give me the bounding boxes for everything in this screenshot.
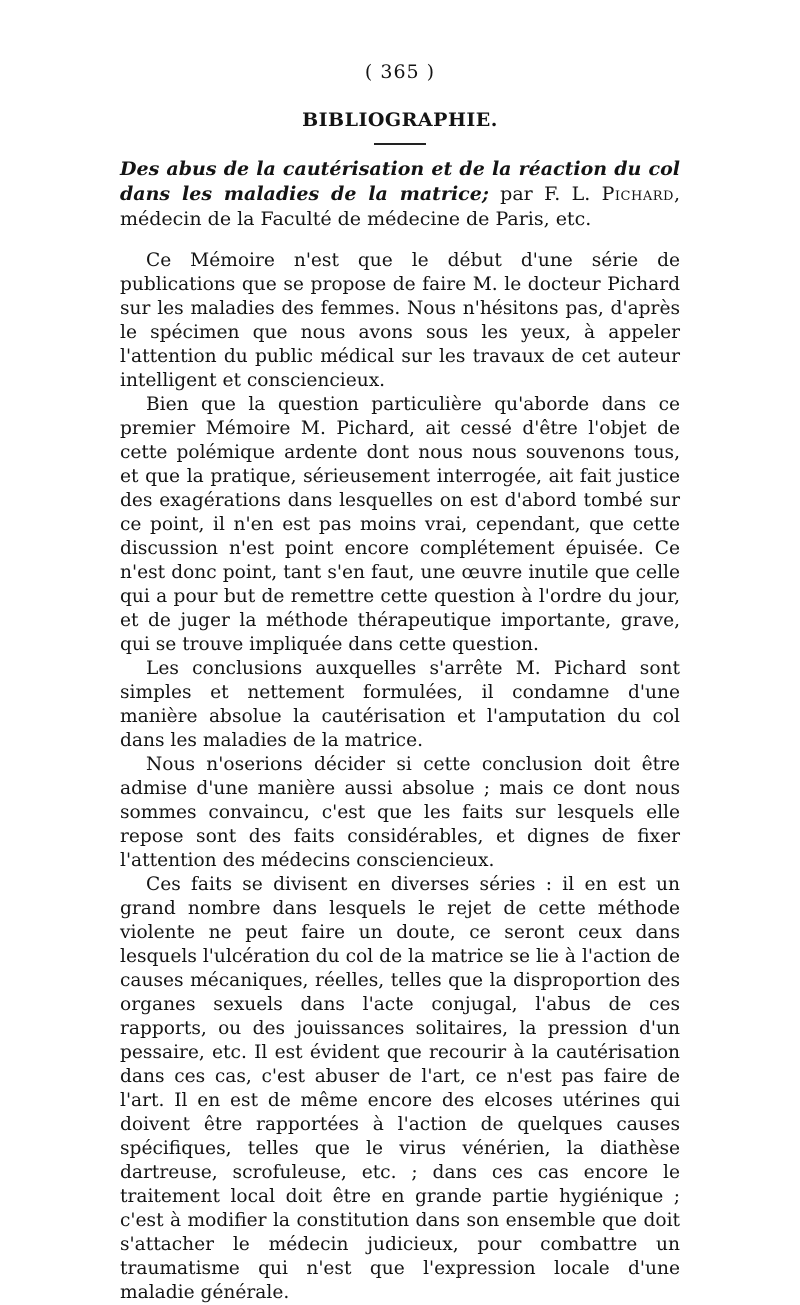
review-body — [120, 249, 680, 1305]
reviewed-work-title — [120, 157, 680, 232]
work-author-details: , médecin de la Faculté de médecine de Paris, etc. — [120, 183, 680, 230]
book-page — [120, 55, 680, 1305]
work-author: Pichard — [601, 183, 674, 205]
title-rule — [374, 143, 426, 145]
work-by: par F. L. — [488, 183, 602, 205]
paragraph: Ce Mémoire n'est que le début d'une série de publications que se propose de faire M. le docteur Pichard sur les maladies des femmes. Nous n'hésitons pas, d'après le spécimen que nous avons sous les yeux, à appeler l'attention du public médical sur les travaux de cet auteur intelligent et consciencieux. — [120, 250, 680, 391]
section-title: BIBLIOGRAPHIE. — [302, 109, 498, 131]
paragraph: Nous n'oserions décider si cette conclusion doit être admise d'une manière aussi absolue ; mais ce dont nous sommes convaincu, c'est que les faits sur lesquels elle repose sont des faits considérables, et dignes de fixer l'attention des médecins consciencieux. — [120, 754, 680, 871]
work-title: Des abus de la cautérisation et de la réaction du col dans les maladies de la matrice; — [120, 158, 680, 205]
paragraph: Les conclusions auxquelles s'arrête M. Pichard sont simples et nettement formulées, il condamne d'une manière absolue la cautérisation et l'amputation du col dans les maladies de la matrice. — [120, 658, 680, 751]
page-number: ( 365 ) — [364, 61, 436, 83]
paragraph: Bien que la question particulière qu'aborde dans ce premier Mémoire M. Pichard, ait cessé d'être l'objet de cette polémique ardente dont nous nous souvenons tous, et que la pratique, sérieusement interrogée, ait fait justice des exagérations dans lesquelles on est d'abord tombé sur ce point, il n'en est pas moins vrai, cependant, que cette discussion n'est point encore complétement épuisée. Ce n'est donc point, tant s'en faut, une œuvre inutile que celle qui a pour but de remettre cette question à l'ordre du jour, et de juger la méthode thérapeutique importante, grave, qui se trouve impliquée dans cette question. — [120, 394, 680, 655]
paragraph: Ces faits se divisent en diverses séries : il en est un grand nombre dans lesquels le rejet de cette méthode violente ne peut faire un doute, ce seront ceux dans lesquels l'ulcération du col de la matrice se lie à l'action de causes mécaniques, réelles, telles que la disproportion des organes sexuels dans l'acte conjugal, l'abus de ces rapports, ou des jouissances solitaires, la pression d'un pessaire, etc. Il est évident que recourir à la cautérisation dans ces cas, c'est abuser de l'art, ce n'est pas faire de l'art. Il en est de même encore des elcoses utérines qui doivent être rapportées à l'action de quelques causes spécifiques, telles que le virus vénérien, la diathèse dartreuse, scrofuleuse, etc. ; dans ces cas encore le traitement local doit être en grande partie hygiénique ; c'est à modifier la constitution dans son ensemble que doit s'attacher le médecin judicieux, pour combattre un traumatisme qui n'est que l'expression locale d'une maladie générale. — [120, 874, 680, 1303]
